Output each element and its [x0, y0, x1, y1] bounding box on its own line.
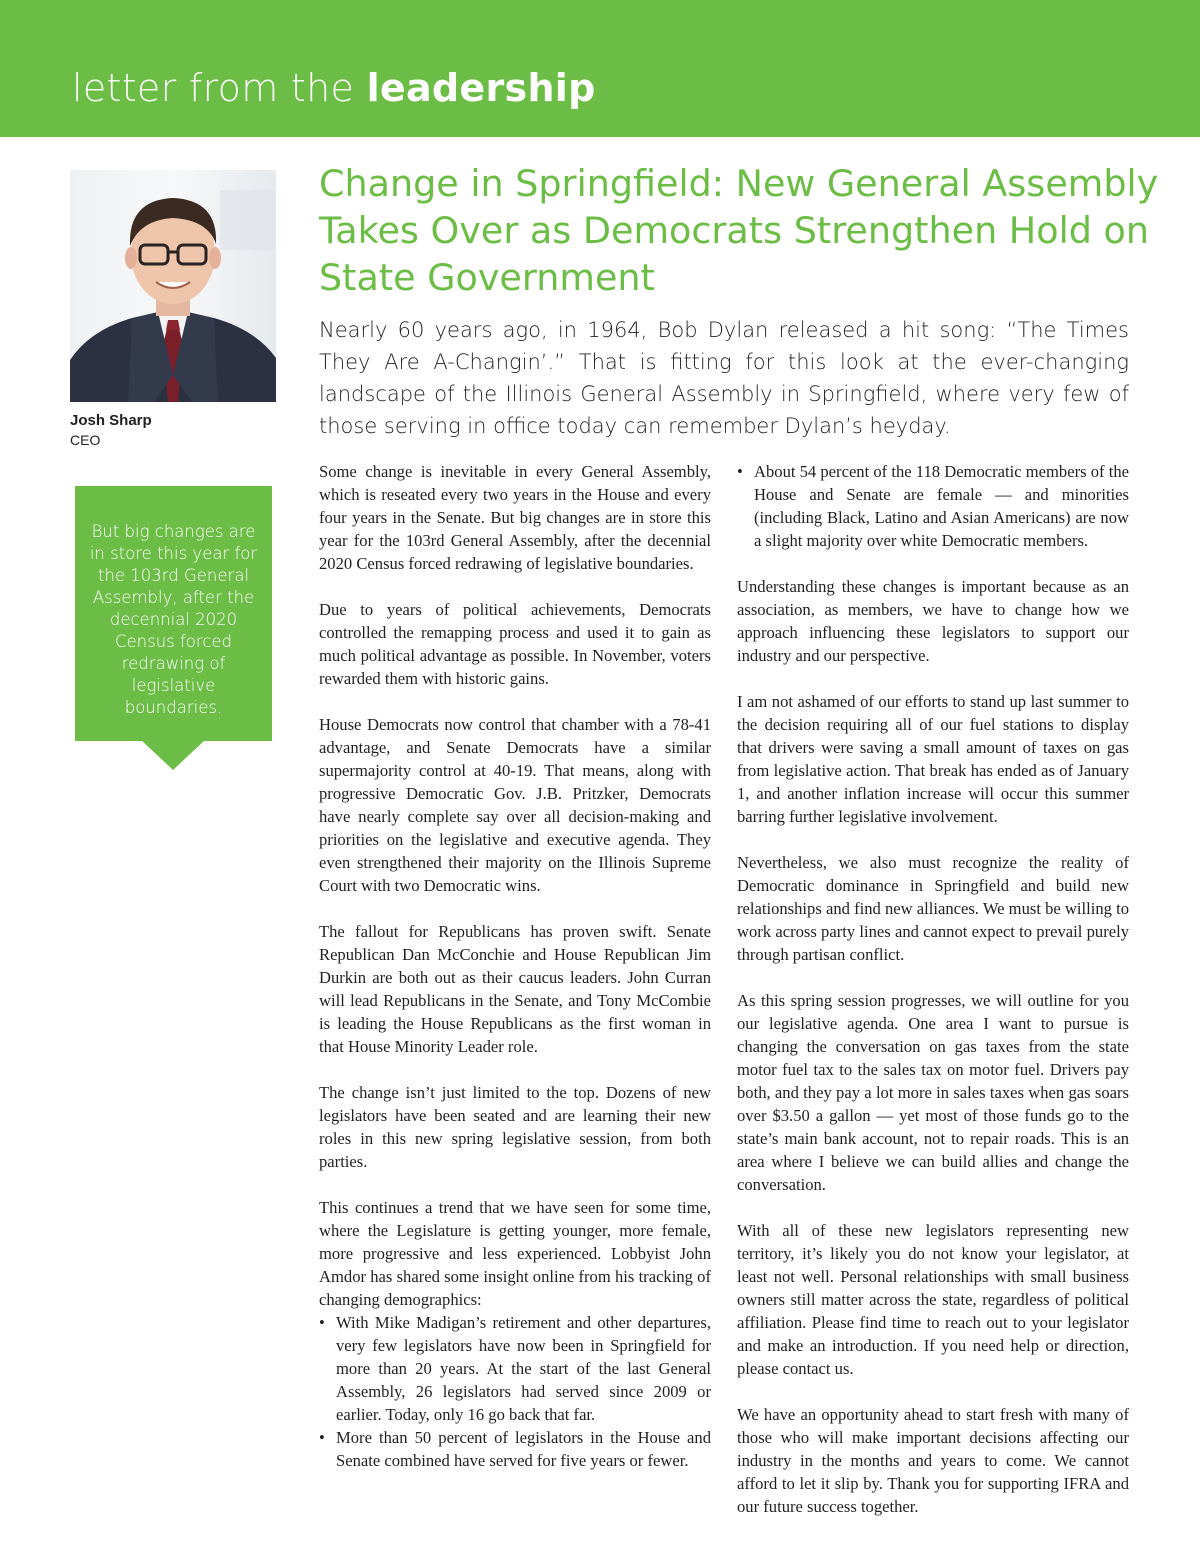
pull-quote-pointer: [141, 740, 205, 770]
paragraph: The change isn’t just limited to the top. Dozens of new legislators have been seated and are learning their new roles in this new spring legislative session, from both parties.: [319, 1083, 711, 1171]
article-headline: Change in Springfield: New General Assembly Takes Over as Democrats Strengthen Hold on State Government: [319, 162, 1159, 299]
bullet-item: • With Mike Madigan’s retirement and other departures, very few legislators have now been in Springfield for more than 20 years. At the start of the last General Assembly, 26 legislators had served since 2009 or earlier. Today, only 16 go back that far.: [319, 1311, 711, 1426]
paragraph: Understanding these changes is important because as an association, as members, we have to change how we approach influencing these legislators to support our industry and our perspective.: [737, 577, 1129, 665]
body-column-left: [319, 460, 711, 1495]
paragraph: Nevertheless, we also must recognize the reality of Democratic dominance in Springfield and build new relationships and find new alliances. We must be willing to work across party lines and cannot expect to prevail purely through partisan conflict.: [737, 853, 1129, 964]
section-title-light: letter from the: [72, 66, 367, 110]
body-column-right: [737, 460, 1129, 1518]
paragraph: Some change is inevitable in every General Assembly, which is reseated every two years in the House and every four years in the Senate. But big changes are in store this year for the 103rd General Assembly, after the decennial 2020 Census forced redrawing of legislative boundaries.: [319, 462, 711, 573]
bullet-item: • About 54 percent of the 118 Democratic members of the House and Senate are female — and minorities (including Black, Latino and Asian Americans) are now a slight majority over white Democratic members.: [737, 460, 1129, 552]
paragraph: Due to years of political achievements, Democrats controlled the remapping process and used it to gain as much political advantage as possible. In November, voters rewarded them with historic gains.: [319, 600, 711, 688]
article-lead: Nearly 60 years ago, in 1964, Bob Dylan released a hit song: “The Times They Are A-Changin’.” That is fitting for this look at the ever-changing landscape of the Illinois General Assembly in Springfield, where very few of those serving in office today can remember Dylan’s heyday.: [319, 318, 1129, 438]
pull-quote-text: But big changes are in store this year for the 103rd General Assembly, after the decennial 2020 Census forced redrawing of legislative boundaries.: [89, 522, 258, 717]
paragraph: House Democrats now control that chamber with a 78-41 advantage, and Senate Democrats have a similar supermajority control at 40-19. That means, along with progressive Democratic Gov. J.B. Pritzker, Democrats have nearly complete say over all decision-making and priorities on the legislative and executive agenda. They even strengthened their majority on the Illinois Supreme Court with two Democratic wins.: [319, 715, 711, 895]
bullet-list: [319, 1311, 711, 1472]
author-name: Josh Sharp: [70, 412, 152, 429]
paragraph: This continues a trend that we have seen for some time, where the Legislature is getting younger, more female, more progressive and less experienced. Lobbyist John Amdor has shared some insight online from his tracking of changing demographics:: [319, 1198, 711, 1309]
paragraph: We have an opportunity ahead to start fresh with many of those who will make important decisions affecting our industry in the months and years to come. We cannot afford to let it slip by. Thank you for supporting IFRA and our future success together.: [737, 1405, 1129, 1516]
author-portrait: [70, 170, 276, 402]
section-title-bold: leadership: [366, 66, 596, 110]
bullet-list: [737, 460, 1129, 552]
section-banner: [0, 0, 1200, 137]
bullet-item: • More than 50 percent of legislators in the House and Senate combined have served for five years or fewer.: [319, 1426, 711, 1472]
paragraph: As this spring session progresses, we will outline for you our legislative agenda. One area I want to pursue is changing the conversation on gas taxes from the state motor fuel tax to the sales tax on motor fuel. Drivers pay both, and they pay a lot more in sales taxes when gas soars over $3.50 a gallon — yet most of those funds go to the state’s main bank account, not to repair roads. This is an area where I believe we can build allies and change the conversation.: [737, 991, 1129, 1194]
section-title: [72, 62, 596, 114]
paragraph: With all of these new legislators representing new territory, it’s likely you do not know your legislator, at least not well. Personal relationships with small business owners still matter across the state, regardless of political affiliation. Please find time to reach out to your legislator and make an introduction. If you need help or direction, please contact us.: [737, 1221, 1129, 1378]
author-role: CEO: [70, 432, 101, 448]
pull-quote-box: [75, 486, 272, 741]
paragraph: The fallout for Republicans has proven swift. Senate Republican Dan McConchie and House Republican Jim Durkin are both out as their caucus leaders. John Curran will lead Republicans in the Senate, and Tony McCombie is leading the House Republicans as the first woman in that House Minority Leader role.: [319, 922, 711, 1056]
paragraph: I am not ashamed of our efforts to stand up last summer to the decision requiring all of our fuel stations to display that drivers were saving a small amount of taxes on gas from legislative action. That break has ended as of January 1, and another inflation increase will occur this summer barring further legislative involvement.: [737, 692, 1129, 826]
